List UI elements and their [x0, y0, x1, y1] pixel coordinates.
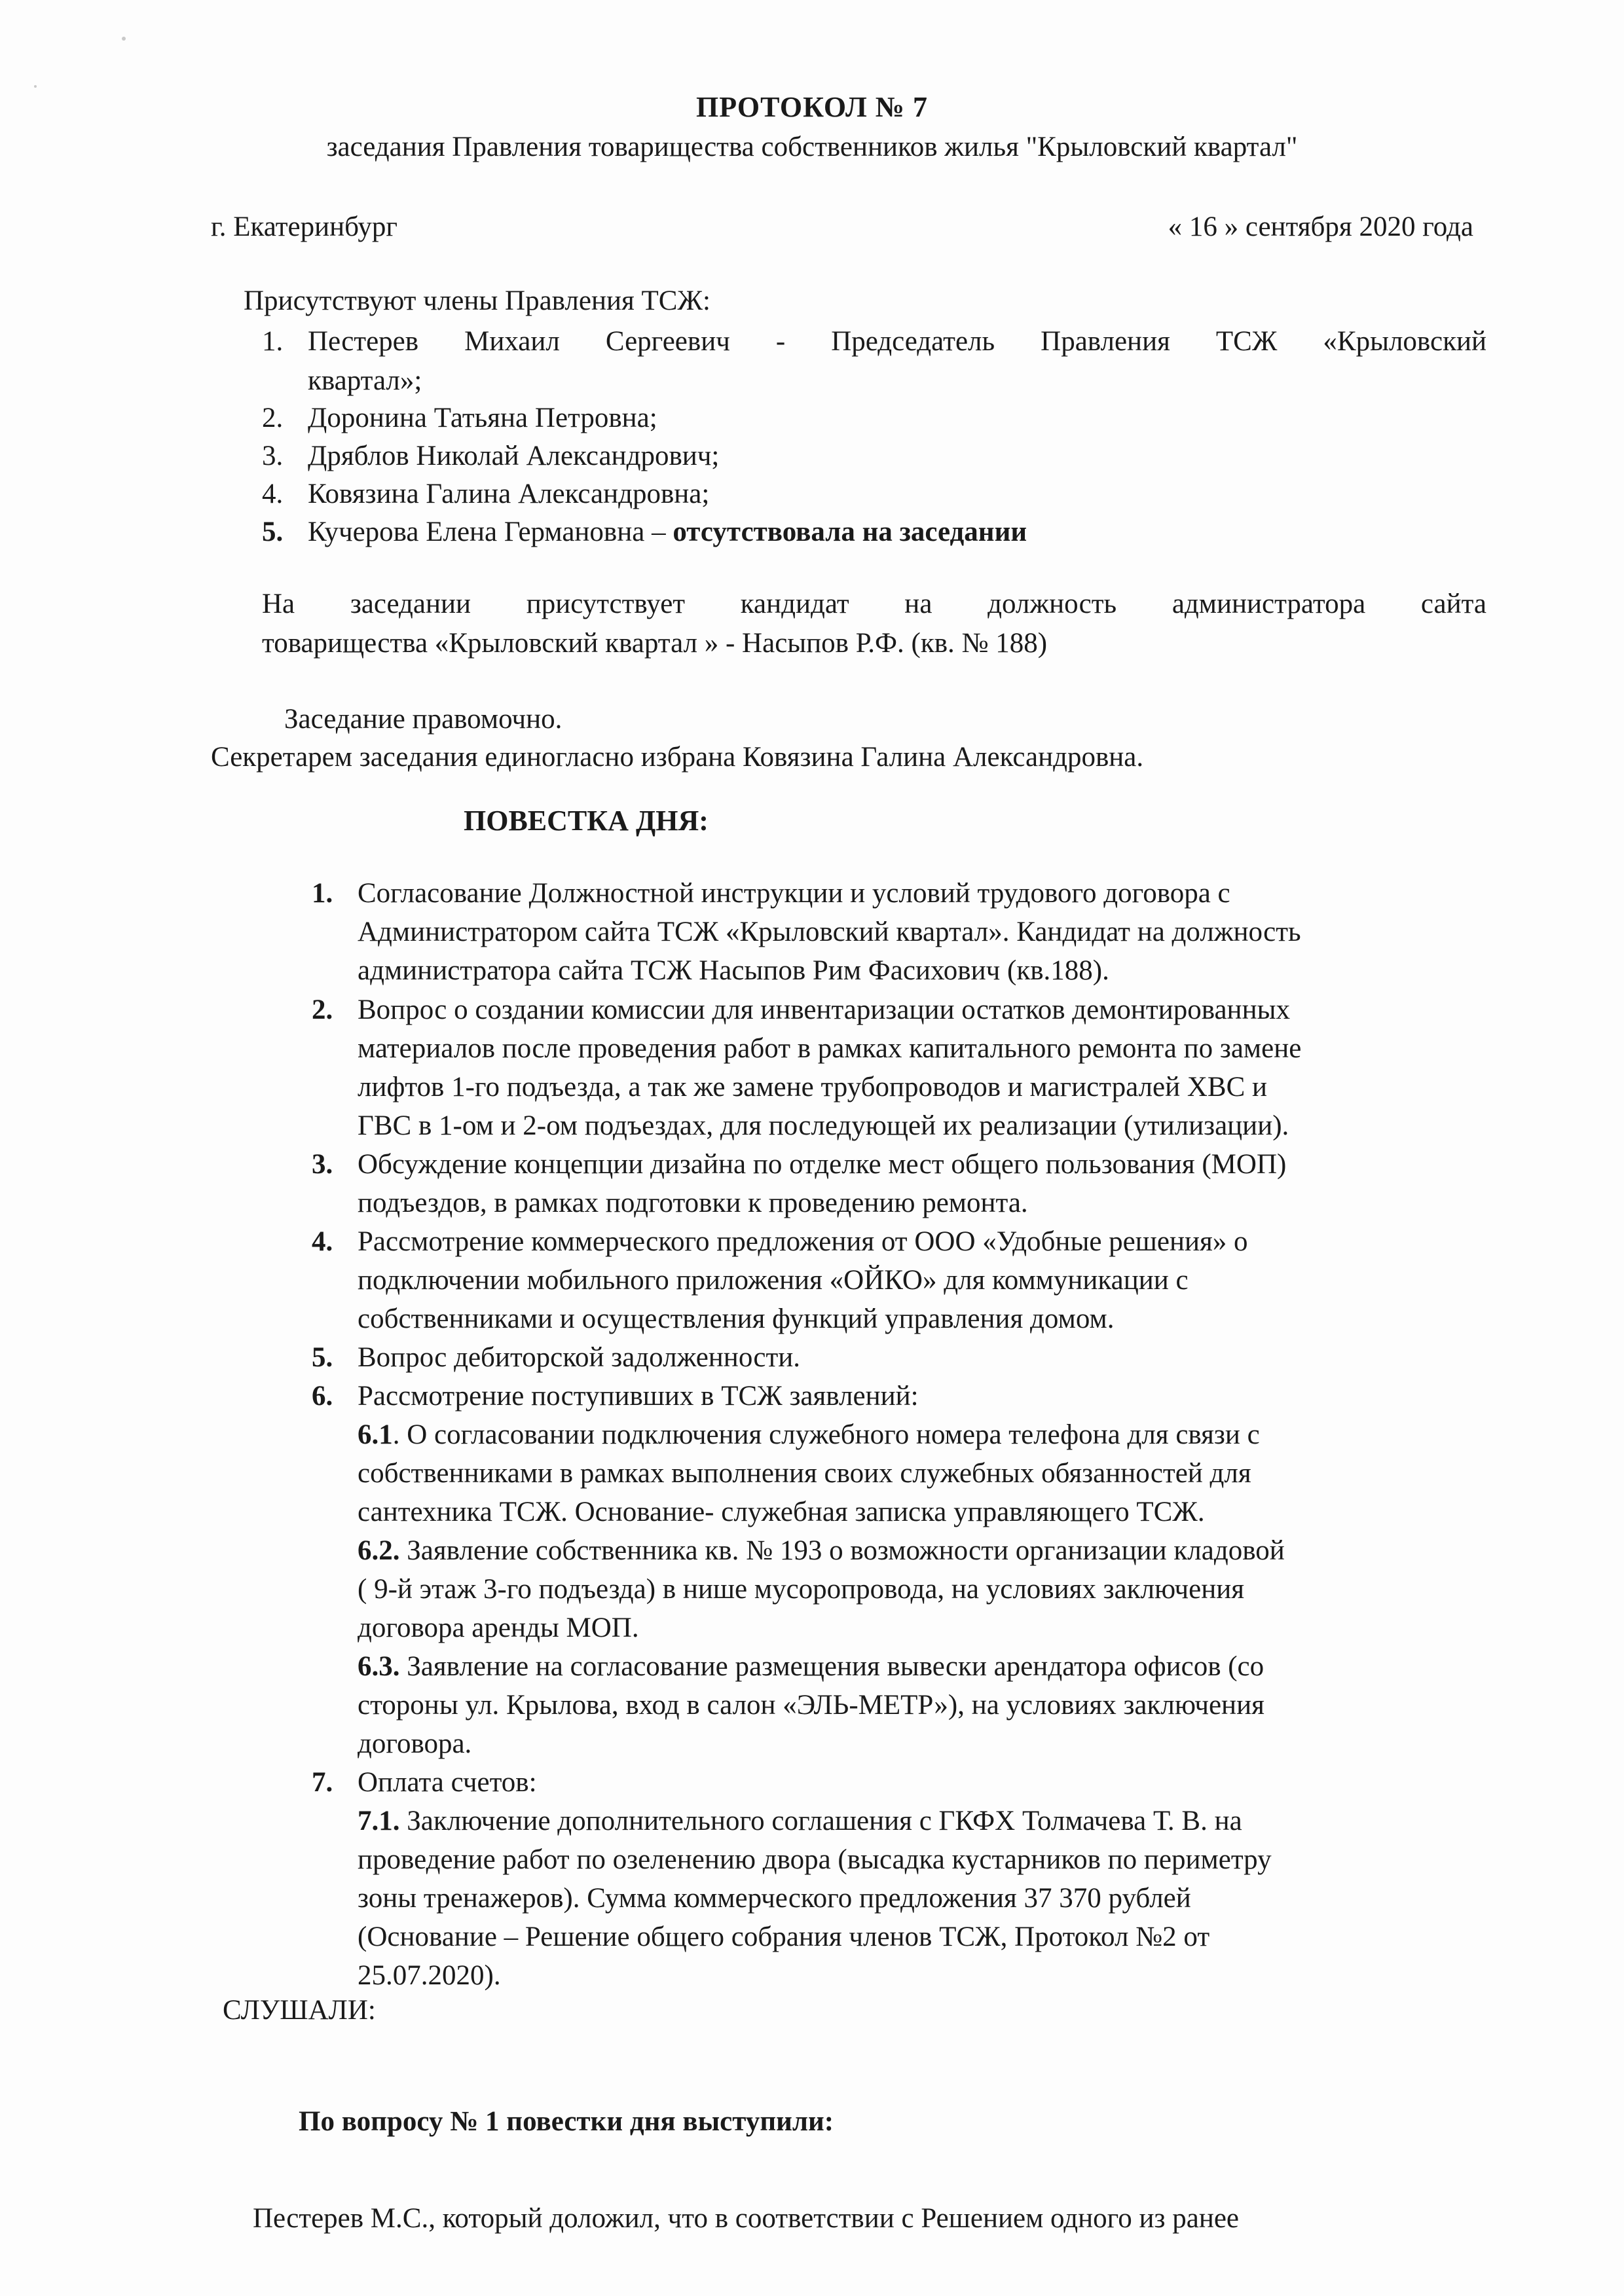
agenda-line: Администратором сайта ТСЖ «Крыловский квартал». Кандидат на должность: [358, 917, 1301, 947]
agenda-subitem-text: Заявление собственника кв. № 193 о возможности организации кладовой: [399, 1535, 1285, 1566]
member-line: Дряблов Николай Александрович;: [308, 441, 720, 471]
agenda-subnumber: 6.1: [358, 1419, 393, 1450]
agenda-number: 1.: [312, 878, 333, 909]
agenda-subitem-line: [358, 1805, 1242, 1837]
agenda-subitem-text: Заявление на согласование размещения вывески арендатора офисов (со: [399, 1651, 1264, 1682]
candidate-line: товарищества «Крыловский квартал » - Насыпов Р.Ф. (кв. № 188): [262, 628, 1048, 659]
agenda-subnumber: 7.1.: [358, 1806, 400, 1836]
agenda-line: собственниками в рамках выполнения своих служебных обязанностей для: [358, 1458, 1251, 1489]
heard-heading: СЛУШАЛИ:: [223, 1995, 376, 2026]
agenda-line: собственниками и осуществления функций управления домом.: [358, 1303, 1115, 1334]
protocol-title: ПРОТОКОЛ № 7: [696, 91, 928, 123]
agenda-number: 4.: [312, 1226, 333, 1257]
agenda-number: 7.: [312, 1767, 333, 1798]
agenda-line: лифтов 1-го подъезда, а так же замене трубопроводов и магистралей ХВС и: [358, 1072, 1268, 1102]
member-number: 2.: [262, 403, 284, 433]
member-number: 4.: [262, 479, 284, 509]
member-line: Доронина Татьяна Петровна;: [308, 403, 657, 433]
agenda-line: Рассмотрение коммерческого предложения от ООО «Удобные решения» о: [358, 1226, 1248, 1257]
scan-speck: [122, 37, 126, 41]
agenda-line: материалов после проведения работ в рамках капитального ремонта по замене: [358, 1033, 1302, 1064]
agenda-number: 5.: [312, 1342, 333, 1373]
absence-note: отсутствовала на заседании: [673, 517, 1027, 547]
candidate-line: На заседании присутствует кандидат на должность администратора сайта: [262, 589, 1486, 619]
agenda-heading: ПОВЕСТКА ДНЯ:: [464, 805, 709, 837]
member-number: 1.: [262, 326, 284, 357]
member-line: квартал»;: [308, 365, 422, 396]
agenda-line: Согласование Должностной инструкции и условий трудового договора с: [358, 878, 1230, 909]
agenda-subitem-text: Заключение дополнительного соглашения с ГКФХ Толмачева Т. В. на: [399, 1806, 1242, 1836]
member-line: Пестерев Михаил Сергеевич - Председатель Правления ТСЖ «Крыловский: [308, 326, 1486, 357]
scan-speck: [34, 85, 37, 88]
agenda-line: Вопрос дебиторской задолженности.: [358, 1342, 801, 1373]
agenda-subitem-line: [358, 1650, 1264, 1683]
quorum-statement: Заседание правомочно.: [284, 704, 563, 735]
agenda-line: сантехника ТСЖ. Основание- служебная записка управляющего ТСЖ.: [358, 1497, 1205, 1527]
agenda-number: 2.: [312, 994, 333, 1025]
agenda-line: договора аренды МОП.: [358, 1613, 639, 1643]
secretary-statement: Секретарем заседания единогласно избрана Ковязина Галина Александровна.: [211, 742, 1144, 773]
city: г. Екатеринбург: [211, 211, 398, 242]
agenda-line: ГВС в 1-ом и 2-ом подъездах, для последующей их реализации (утилизации).: [358, 1110, 1289, 1141]
member-line: Ковязина Галина Александровна;: [308, 479, 710, 509]
question-1-text: Пестерев М.С., который доложил, что в соответствии с Решением одного из ранее: [253, 2203, 1240, 2234]
protocol-subtitle: заседания Правления товарищества собственников жилья "Крыловский квартал": [326, 132, 1298, 162]
agenda-line: ( 9-й этаж 3-го подъезда) в нише мусоропровода, на условиях заключения: [358, 1574, 1245, 1605]
agenda-line: администратора сайта ТСЖ Насыпов Рим Фасихович (кв.188).: [358, 955, 1109, 986]
agenda-line: Обсуждение концепции дизайна по отделке мест общего пользования (МОП): [358, 1149, 1287, 1180]
agenda-subnumber: 6.3.: [358, 1651, 400, 1682]
agenda-line: зоны тренажеров). Сумма коммерческого предложения 37 370 рублей: [358, 1883, 1191, 1914]
agenda-line: стороны ул. Крылова, вход в салон «ЭЛЬ-МЕТР»), на условиях заключения: [358, 1690, 1264, 1721]
agenda-line: Рассмотрение поступивших в ТСЖ заявлений:: [358, 1381, 919, 1412]
member-number: 5.: [262, 517, 284, 547]
attendance-heading: Присутствуют члены Правления ТСЖ:: [244, 285, 710, 316]
agenda-subitem-line: [358, 1535, 1285, 1567]
agenda-line: проведение работ по озеленению двора (высадка кустарников по периметру: [358, 1844, 1272, 1875]
agenda-line: (Основание – Решение общего собрания членов ТСЖ, Протокол №2 от: [358, 1922, 1210, 1952]
member-line: [308, 516, 1027, 548]
member-number: 3.: [262, 441, 284, 471]
agenda-line: 25.07.2020).: [358, 1960, 501, 1991]
agenda-line: договора.: [358, 1728, 472, 1759]
agenda-line: подъездов, в рамках подготовки к проведению ремонта.: [358, 1188, 1028, 1218]
agenda-subitem-text: . О согласовании подключения служебного номера телефона для связи с: [392, 1419, 1260, 1450]
meeting-date: « 16 » сентября 2020 года: [1168, 211, 1473, 242]
agenda-number: 3.: [312, 1149, 333, 1180]
question-1-heading: По вопросу № 1 повестки дня выступили:: [299, 2106, 834, 2137]
agenda-subitem-line: [358, 1419, 1260, 1451]
agenda-line: Вопрос о создании комиссии для инвентаризации остатков демонтированных: [358, 994, 1290, 1025]
agenda-number: 6.: [312, 1381, 333, 1412]
agenda-line: подключении мобильного приложения «ОЙКО» для коммуникации с: [358, 1265, 1189, 1296]
member-name: Кучерова Елена Германовна –: [308, 517, 673, 547]
agenda-line: Оплата счетов:: [358, 1767, 537, 1798]
agenda-subnumber: 6.2.: [358, 1535, 400, 1566]
